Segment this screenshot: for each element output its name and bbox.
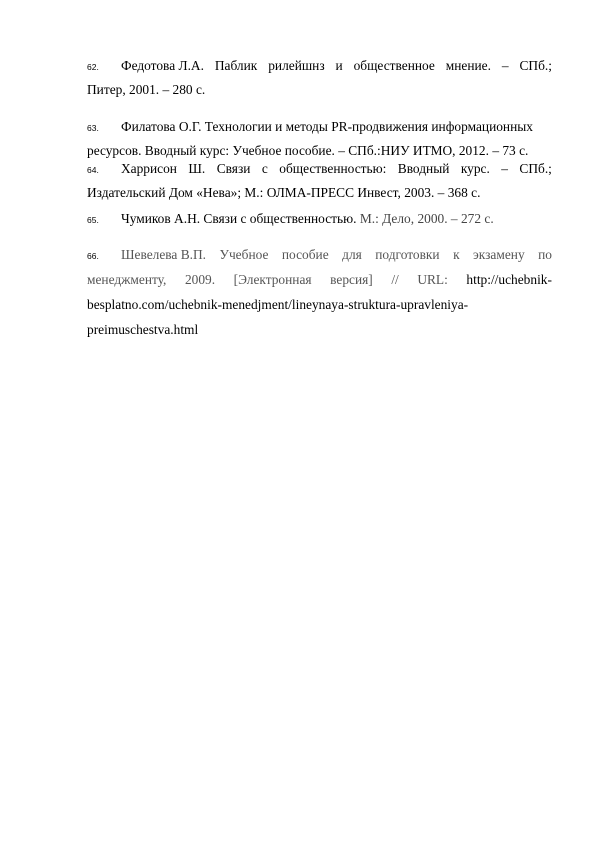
url-link-part[interactable]: preimuschestva.html [87, 322, 199, 337]
reference-text-line-2: менеджменту, 2009. [Электронная версия] // URL: http://uchebnik- [87, 272, 552, 287]
reference-text-line-2: ресурсов. Вводный курс: Учебное пособие. – СПб.:НИУ ИТМО, 2012. – 73 с. [87, 143, 529, 158]
reference-number: 62. [87, 62, 99, 72]
url-link-part[interactable]: besplatno.com/uchebnik-menedjment/lineynaya-struktura-upravleniya- [87, 297, 469, 312]
reference-number: 65. [87, 215, 99, 225]
reference-text-line-1: Филатова О.Г. Технологии и методы PR-продвижения информационных [121, 119, 533, 134]
reference-text-line-1: Федотова Л.А. Паблик рилейшнз и общественное мнение. – СПб.; [121, 58, 552, 73]
url-link-part[interactable]: http://uchebnik- [466, 272, 552, 287]
reference-number: 66. [87, 251, 99, 261]
reference-text-line-1: Чумиков А.Н. Связи с общественностью. М.: Дело, 2000. – 272 с. [121, 211, 494, 226]
reference-text-line-2: Издательский Дом «Нева»; М.: ОЛМА-ПРЕСС Инвест, 2003. – 368 с. [87, 185, 481, 200]
reference-text-line-1: Шевелева В.П. Учебное пособие для подготовки к экзамену по [121, 247, 552, 262]
reference-text-line-1: Харрисон Ш. Связи с общественностью: Вводный курс. – СПб.; [121, 161, 552, 176]
reference-number: 63. [87, 123, 99, 133]
reference-number: 64. [87, 165, 99, 175]
reference-text-line-2: Питер, 2001. – 280 с. [87, 82, 206, 97]
